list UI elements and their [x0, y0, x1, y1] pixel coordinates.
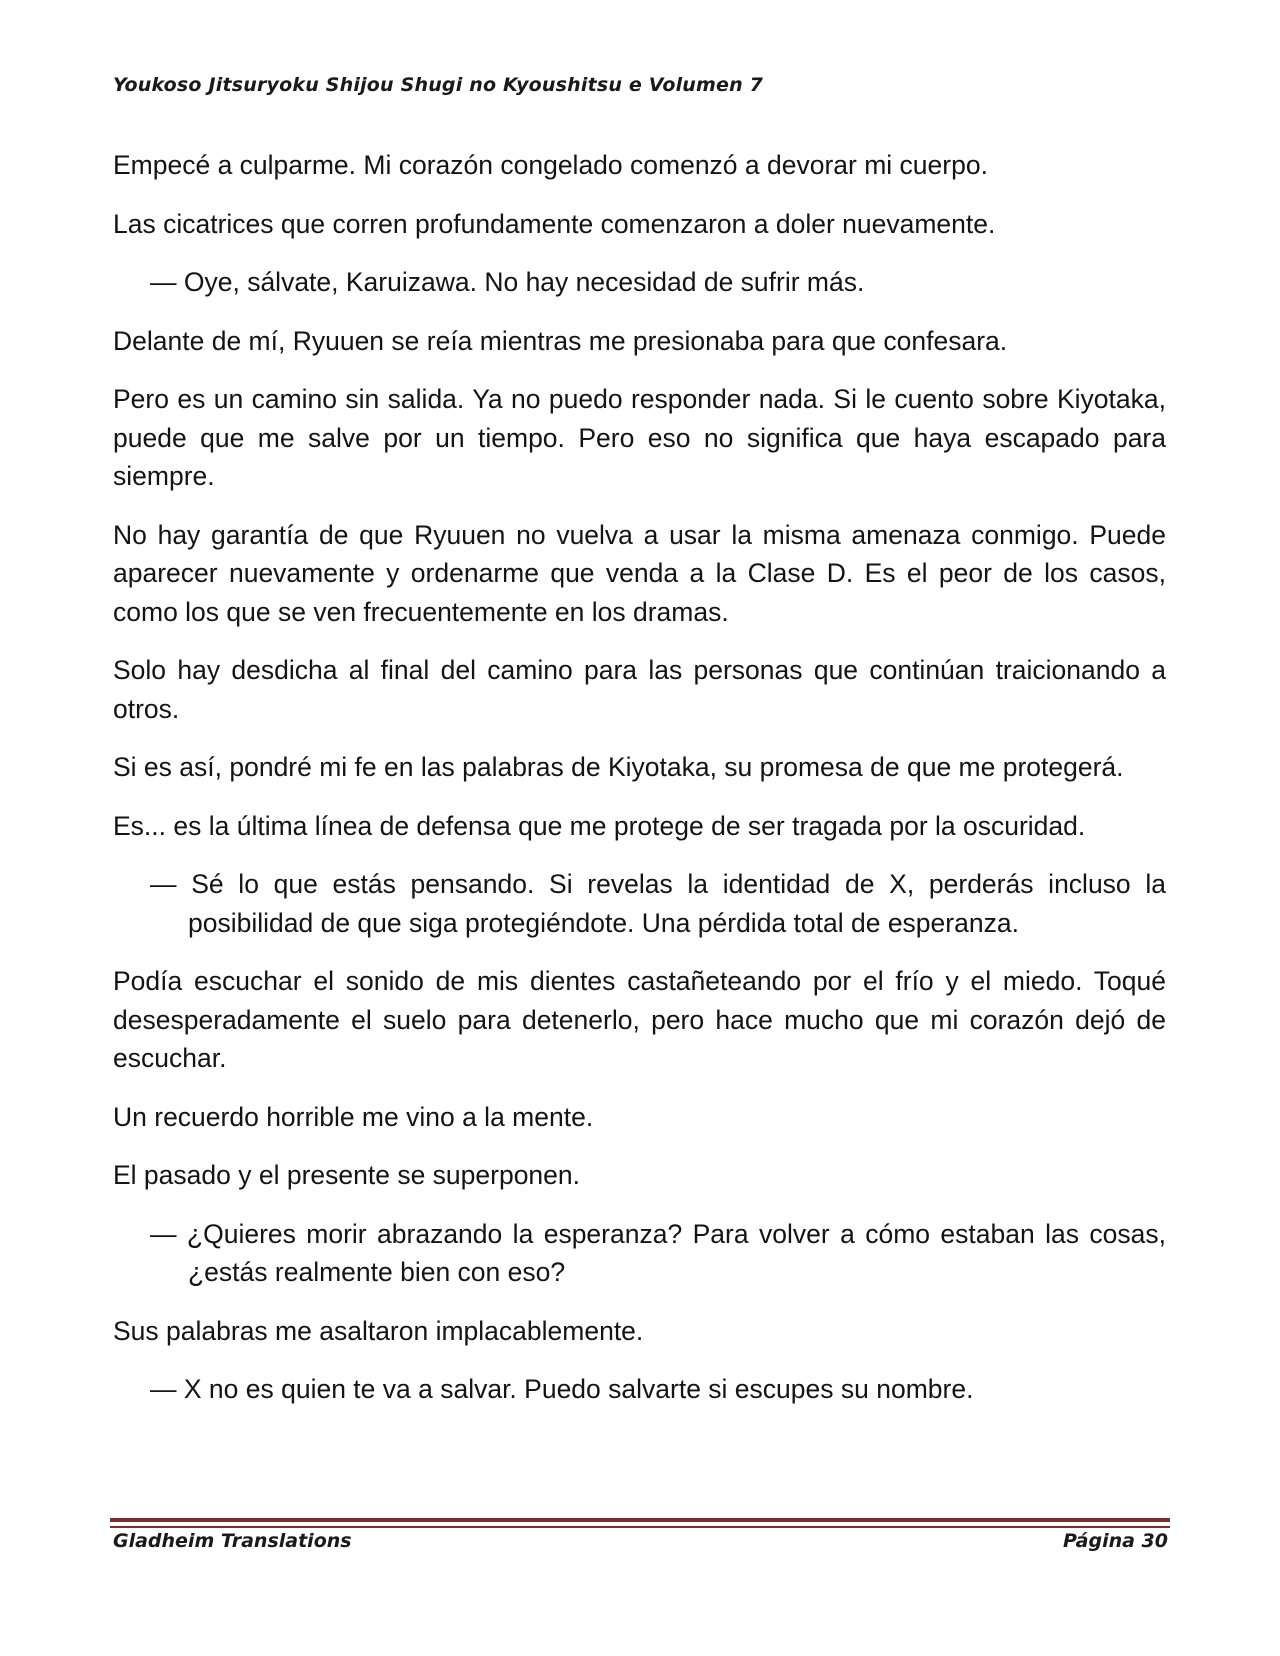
paragraph: No hay garantía de que Ryuuen no vuelva a usar la misma amenaza conmigo. Puede aparecer nuevamente y ordenarme que venda a la Clase D. Es el peor de los casos, como los que se ven frecuentemente en los dramas. [113, 519, 1166, 627]
paragraph: Solo hay desdicha al final del camino para las personas que continúan traicionando a otros. [113, 655, 1166, 724]
header-title: Youkoso Jitsuryoku Shijou Shugi no Kyoushitsu e Volumen 7 [113, 74, 764, 96]
paragraph: Sus palabras me asaltaron implacablemente. [113, 1315, 644, 1346]
dialog-paragraph: — X no es quien te va a salvar. Puedo salvarte si escupes su nombre. [150, 1374, 974, 1404]
dialog-paragraph: — ¿Quieres morir abrazando la esperanza? Para volver a cómo estaban las cosas, ¿estás realmente bien con eso? [150, 1218, 1166, 1287]
body-text [113, 146, 1166, 1409]
paragraph: El pasado y el presente se superponen. [113, 1160, 581, 1190]
paragraph: Pero es un camino sin salida. Ya no puedo responder nada. Si le cuento sobre Kiyotaka, puede que me salve por un tiempo. Pero eso no significa que haya escapado para siempre. [113, 384, 1166, 491]
dialog-paragraph: — Sé lo que estás pensando. Si revelas la identidad de X, perderás incluso la posibilidad de que siga protegiéndote. Una pérdida total de esperanza. [150, 869, 1166, 938]
paragraph: Si es así, pondré mi fe en las palabras de Kiyotaka, su promesa de que me protegerá. [113, 752, 1124, 782]
paragraph: Un recuerdo horrible me vino a la mente. [113, 1101, 594, 1132]
footer-page-number: Página 30 [1062, 1530, 1168, 1552]
paragraph: Delante de mí, Ryuuen se reía mientras me presionaba para que confesara. [113, 325, 1008, 356]
paragraph: Es... es la última línea de defensa que me protege de ser tragada por la oscuridad. [113, 810, 1086, 841]
footer-divider-thin [110, 1526, 1170, 1528]
paragraph: Podía escuchar el sonido de mis dientes castañeteando por el frío y el miedo. Toqué desesperadamente el suelo para detenerlo, pero hace mucho que mi corazón dejó de escuchar. [113, 966, 1166, 1073]
paragraph: Las cicatrices que corren profundamente comenzaron a doler nuevamente. [113, 208, 996, 239]
footer-translator: Gladheim Translations [113, 1530, 352, 1552]
footer-divider-thick [110, 1518, 1170, 1522]
paragraph: Empecé a culparme. Mi corazón congelado comenzó a devorar mi cuerpo. [113, 150, 988, 180]
dialog-paragraph: — Oye, sálvate, Karuizawa. No hay necesidad de sufrir más. [150, 267, 865, 297]
